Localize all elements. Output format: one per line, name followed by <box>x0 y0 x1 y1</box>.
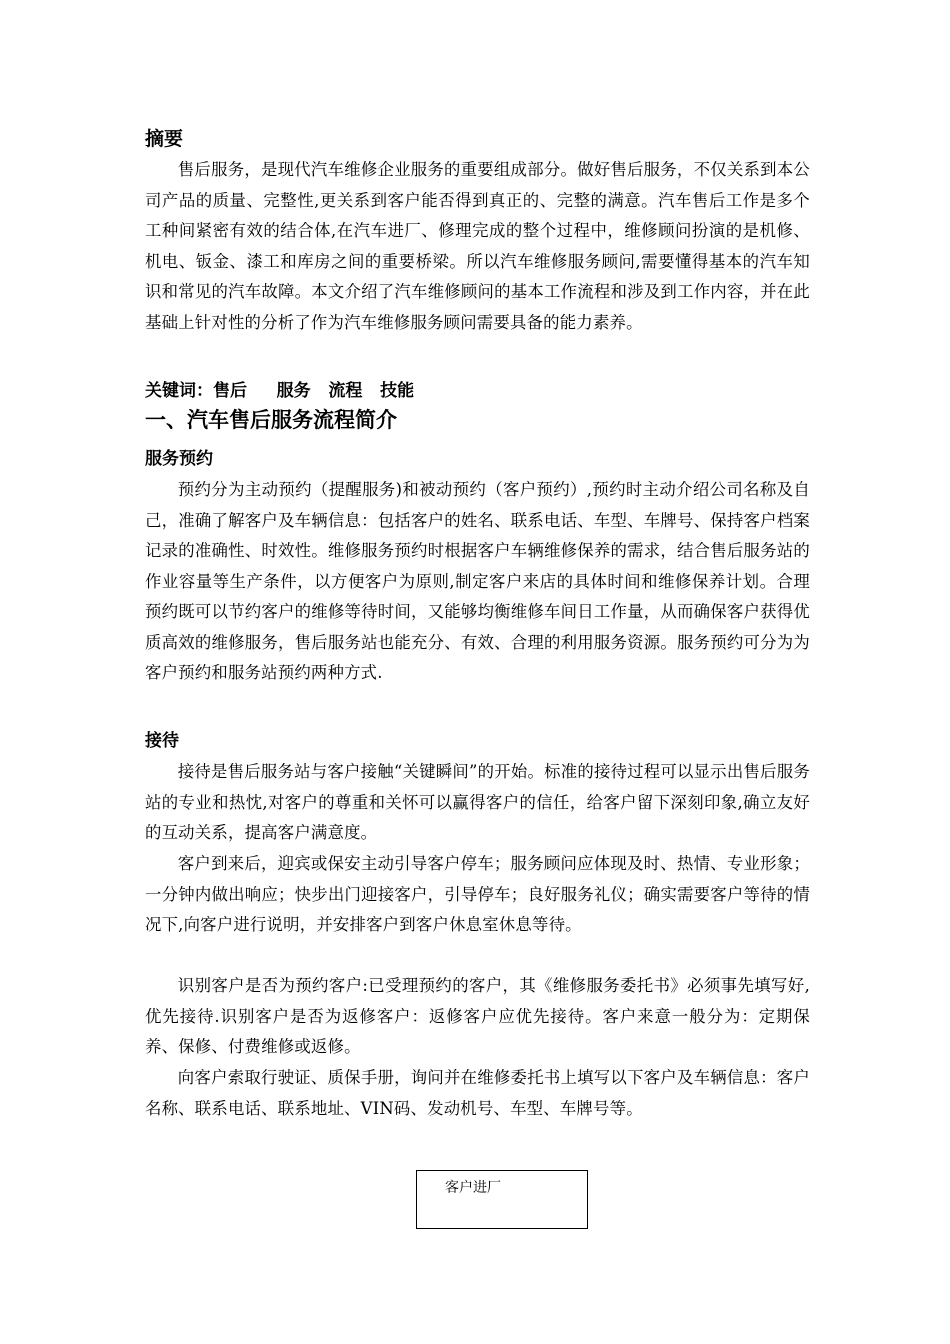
abstract-heading: 摘要 <box>145 128 184 150</box>
keywords-line: 关键词：售后 服务 流程 技能 <box>145 381 415 401</box>
subsection-heading-reception: 接待 <box>145 731 179 751</box>
subsection-heading-appointment: 服务预约 <box>145 449 213 469</box>
reception-paragraph-2: 客户到来后，迎宾或保安主动引导客户停车；服务顾问应体现及时、热情、专业形象；一分钟内做出响应；快步出门迎接客户，引导停车；良好服务礼仪；确实需要客户等待的情况下,向客户进行说明，并安排客户到客户休息室休息等待。 <box>145 854 810 934</box>
reception-paragraph-4: 向客户索取行驶证、质保手册，询问并在维修委托书上填写以下客户及车辆信息：客户名称、联系电话、联系地址、VIN码、发动机号、车型、车牌号等。 <box>145 1068 810 1118</box>
flowchart-box-label: 客户进厂 <box>445 1180 501 1196</box>
section-title: 一、汽车售后服务流程简介 <box>145 408 397 432</box>
reception-paragraph-1: 接待是售后服务站与客户接触“关键瞬间”的开始。标准的接待过程可以显示出售后服务站的专业和热忱,对客户的尊重和关怀可以赢得客户的信任，给客户留下深刻印象,确立友好的互动关系，提高客户满意度。 <box>145 762 810 842</box>
reception-paragraph-3: 识别客户是否为预约客户:已受理预约的客户，其《维修服务委托书》必须事先填写好,优先接待.识别客户是否为返修客户：返修客户应优先接待。客户来意一般分为：定期保养、保修、付费维修或返修。 <box>145 976 810 1056</box>
abstract-body: 售后服务，是现代汽车维修企业服务的重要组成部分。做好售后服务，不仅关系到本公司产品的质量、完整性,更关系到客户能否得到真正的、完整的满意。汽车售后工作是多个工种间紧密有效的结合体,在汽车进厂、修理完成的整个过程中，维修顾问扮演的是机修、机电、钣金、漆工和库房之间的重要桥梁。所以汽车维修服务顾问,需要懂得基本的汽车知识和常见的汽车故障。本文介绍了汽车维修顾问的基本工作流程和涉及到工作内容，并在此基础上针对性的分析了作为汽车维修服务顾问需要具备的能力素养。 <box>145 160 810 332</box>
appointment-paragraph: 预约分为主动预约（提醒服务)和被动预约（客户预约）,预约时主动介绍公司名称及自己，准确了解客户及车辆信息：包括客户的姓名、联系电话、车型、车牌号、保持客户档案记录的准确性、时效性。维修服务预约时根据客户车辆维修保养的需求，结合售后服务站的作业容量等生产条件，以方便客户为原则,制定客户来店的具体时间和维修保养计划。合理预约既可以节约客户的维修等待时间，又能够均衡维修车间日工作量，从而确保客户获得优质高效的维修服务，售后服务站也能充分、有效、合理的利用服务资源。服务预约可分为为客户预约和服务站预约两种方式. <box>145 480 810 682</box>
flowchart-box-customer-arrival <box>416 1170 588 1229</box>
